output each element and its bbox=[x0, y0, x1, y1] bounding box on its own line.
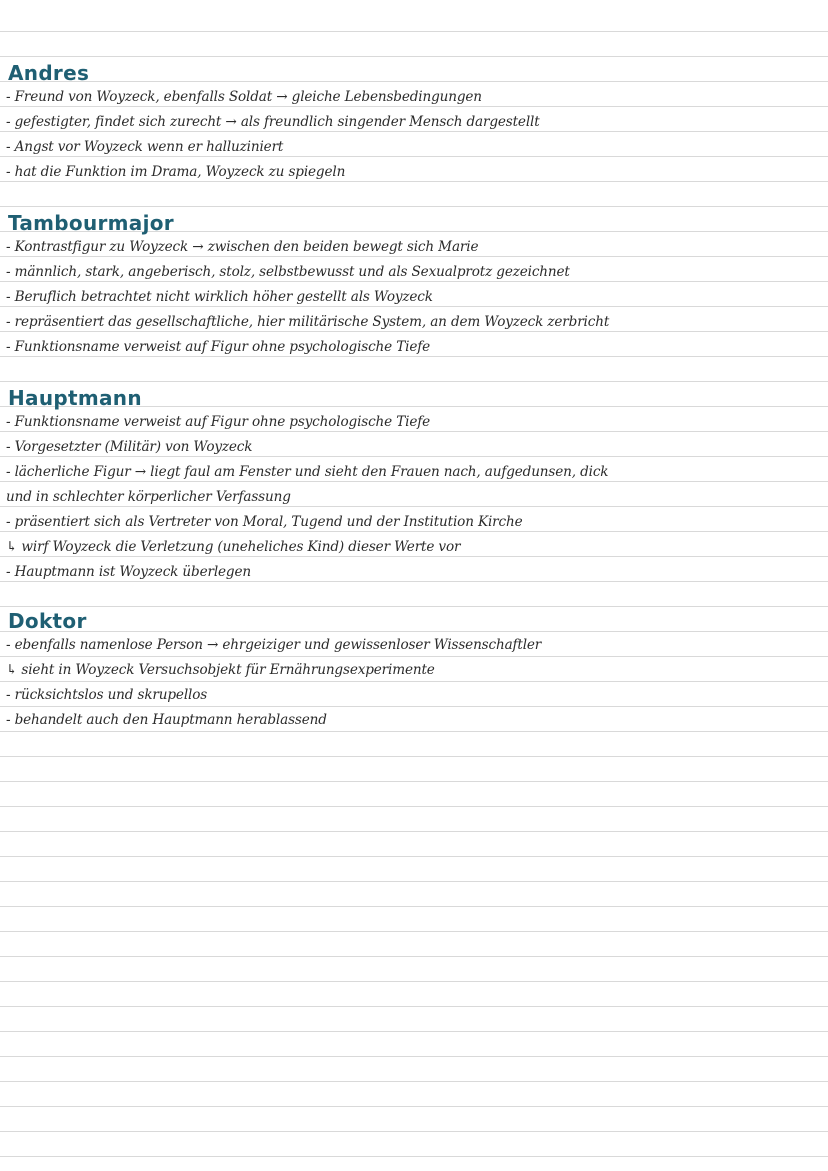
note-line: ↳ sieht in Woyzeck Versuchsobjekt für Ernährungsexperimente bbox=[6, 662, 435, 678]
note-line: - ebenfalls namenlose Person → ehrgeiziger und gewissenloser Wissenschaftler bbox=[6, 637, 542, 653]
note-line: - lächerliche Figur → liegt faul am Fenster und sieht den Frauen nach, aufgedunsen, dick bbox=[6, 464, 609, 480]
note-line: - männlich, stark, angeberisch, stolz, selbstbewusst und als Sexualprotz gezeichnet bbox=[6, 264, 570, 280]
note-line: - Freund von Woyzeck, ebenfalls Soldat → gleiche Lebensbedingungen bbox=[6, 89, 482, 105]
note-line: und in schlechter körperlicher Verfassung bbox=[6, 489, 291, 505]
section-hauptmann bbox=[6, 385, 822, 585]
note-line: - Funktionsname verweist auf Figur ohne psychologische Tiefe bbox=[6, 339, 431, 355]
note-line: - Funktionsname verweist auf Figur ohne psychologische Tiefe bbox=[6, 414, 431, 430]
note-line: - hat die Funktion im Drama, Woyzeck zu spiegeln bbox=[6, 164, 346, 180]
note-line: - gefestigter, findet sich zurecht → als freundlich singender Mensch dargestellt bbox=[6, 114, 540, 130]
section-heading: Doktor bbox=[8, 609, 87, 633]
note-line: - Hauptmann ist Woyzeck überlegen bbox=[6, 564, 251, 580]
section-heading: Andres bbox=[8, 61, 90, 85]
note-line: - präsentiert sich als Vertreter von Moral, Tugend und der Institution Kirche bbox=[6, 514, 523, 530]
note-line: - behandelt auch den Hauptmann herablassend bbox=[6, 712, 327, 728]
section-andres bbox=[6, 60, 822, 185]
section-tambourmajor bbox=[6, 210, 822, 360]
note-line: - repräsentiert das gesellschaftliche, hier militärische System, an dem Woyzeck zerbricht bbox=[6, 314, 610, 330]
section-heading: Tambourmajor bbox=[8, 211, 174, 235]
note-line: - Kontrastfigur zu Woyzeck → zwischen den beiden bewegt sich Marie bbox=[6, 239, 479, 255]
note-line: - Beruflich betrachtet nicht wirklich höher gestellt als Woyzeck bbox=[6, 289, 433, 305]
note-line: - Angst vor Woyzeck wenn er halluziniert bbox=[6, 139, 284, 155]
note-line: - Vorgesetzter (Militär) von Woyzeck bbox=[6, 439, 253, 455]
section-doktor bbox=[6, 608, 822, 733]
section-heading: Hauptmann bbox=[8, 386, 142, 410]
note-line: - rücksichtslos und skrupellos bbox=[6, 687, 208, 703]
note-line: ↳ wirf Woyzeck die Verletzung (uneheliches Kind) dieser Werte vor bbox=[6, 539, 461, 555]
